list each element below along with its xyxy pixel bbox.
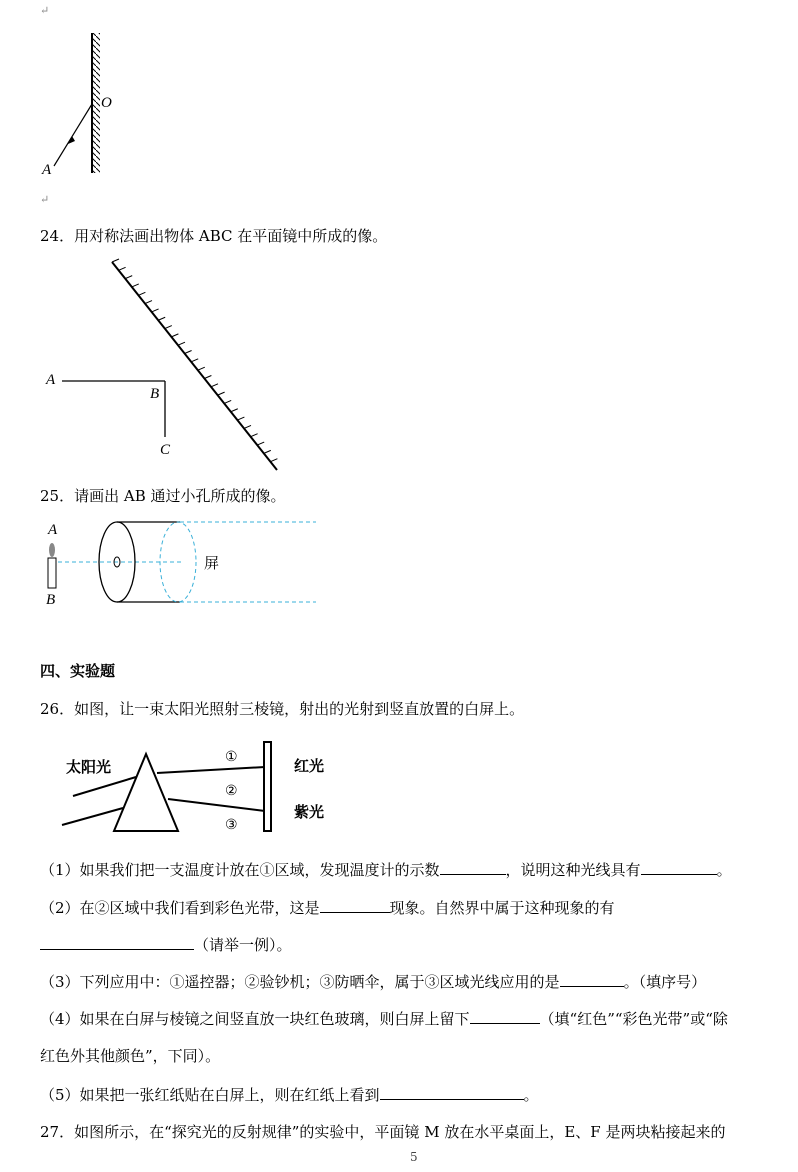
text: （3）下列应用中：①遥控器；②验钞机；③防晒伞，属于③区域光线应用的是 bbox=[40, 973, 560, 991]
region-1: ① bbox=[225, 749, 238, 765]
answer-blank[interactable] bbox=[440, 860, 506, 875]
answer-blank[interactable] bbox=[320, 898, 390, 913]
label-b: B bbox=[150, 386, 160, 402]
label-a: A bbox=[46, 372, 56, 388]
label-a: A bbox=[42, 162, 52, 178]
label-a: A bbox=[48, 522, 58, 538]
page-number: 5 bbox=[410, 1150, 418, 1164]
text: （1）如果我们把一支温度计放在①区域，发现温度计的示数 bbox=[40, 861, 440, 879]
text: 。（填序号） bbox=[623, 973, 707, 991]
text: （2）在②区域中我们看到彩色光带，这是 bbox=[40, 899, 320, 917]
question-26-4 bbox=[40, 1009, 728, 1029]
question-26-5 bbox=[40, 1085, 539, 1105]
question-25: 25．请画出 AB 通过小孔所成的像。 bbox=[40, 487, 286, 505]
text: 。 bbox=[716, 861, 732, 879]
red-light-label: 红光 bbox=[294, 757, 325, 775]
sunlight-label: 太阳光 bbox=[66, 758, 112, 776]
answer-blank[interactable] bbox=[560, 972, 624, 987]
paragraph-mark: ↵ bbox=[40, 193, 50, 206]
answer-blank[interactable] bbox=[641, 860, 717, 875]
text: 现象。自然界中属于这种现象的有 bbox=[389, 899, 615, 917]
text: （填“红色”“彩色光带”或“除 bbox=[539, 1010, 728, 1028]
label-o: O bbox=[101, 95, 112, 111]
question-26: 26．如图，让一束太阳光照射三棱镜，射出的光射到竖直放置的白屏上。 bbox=[40, 700, 525, 718]
answer-blank[interactable] bbox=[380, 1085, 524, 1100]
paragraph-mark: ↵ bbox=[40, 4, 50, 17]
region-2: ② bbox=[225, 783, 238, 799]
question-27: 27．如图所示，在“探究光的反射规律”的实验中，平面镜 M 放在水平桌面上，E、F 是两块粘接起来的 bbox=[40, 1123, 726, 1141]
text: ，说明这种光线具有 bbox=[505, 861, 641, 879]
mirror-figure-23 bbox=[54, 33, 100, 173]
pinhole-figure-25 bbox=[48, 522, 316, 602]
answer-blank[interactable] bbox=[470, 1009, 540, 1024]
text: 。 bbox=[523, 1086, 539, 1104]
screen-label: 屏 bbox=[204, 554, 220, 572]
answer-blank[interactable] bbox=[40, 935, 194, 950]
question-26-2-cont bbox=[40, 935, 292, 955]
text: （5）如果把一张红纸贴在白屏上，则在红纸上看到 bbox=[40, 1086, 380, 1104]
question-26-3 bbox=[40, 972, 706, 992]
mirror-figure-24 bbox=[62, 262, 277, 470]
question-26-4-cont: 红色外其他颜色”，下同）。 bbox=[40, 1047, 221, 1065]
question-24: 24．用对称法画出物体 ABC 在平面镜中所成的像。 bbox=[40, 227, 388, 245]
text: （请举一例）。 bbox=[194, 936, 292, 954]
question-26-1 bbox=[40, 860, 732, 880]
question-26-2 bbox=[40, 898, 615, 918]
text: （4）如果在白屏与棱镜之间竖直放一块红色玻璃，则白屏上留下 bbox=[40, 1010, 470, 1028]
violet-light-label: 紫光 bbox=[294, 803, 325, 821]
label-c: C bbox=[160, 442, 171, 458]
label-b: B bbox=[46, 592, 56, 608]
section-heading: 四、实验题 bbox=[40, 662, 116, 680]
region-3: ③ bbox=[225, 817, 238, 833]
